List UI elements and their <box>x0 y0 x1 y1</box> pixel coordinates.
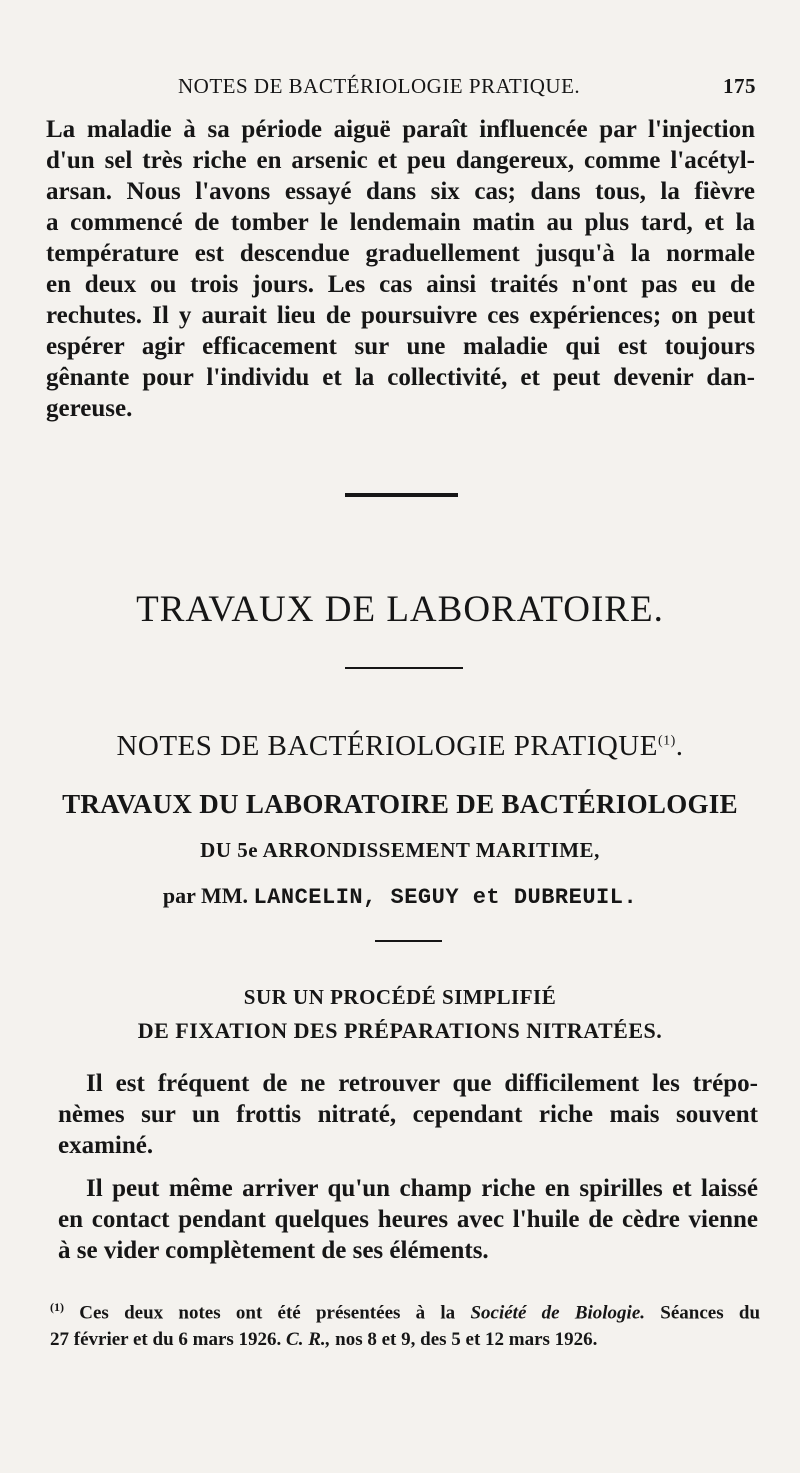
running-head-title: NOTES DE BACTÉRIOLOGIE PRATIQUE. <box>178 74 581 98</box>
text-line: température est descendue graduellement jusqu'à la normale <box>46 240 755 267</box>
page-number: 175 <box>723 74 756 98</box>
article-title-end: . <box>675 730 684 762</box>
text-line: en contact pendant quelques heures avec l'huile de cèdre vienne <box>58 1206 758 1233</box>
footnote-marker: (1) <box>50 1300 64 1314</box>
section-divider <box>375 940 442 942</box>
footnote-line <box>50 1294 760 1326</box>
text-line: La maladie à sa période aiguë paraît influencée par l'injection <box>46 116 755 143</box>
paragraph-1 <box>46 114 755 424</box>
authors-prefix: par MM. <box>162 883 248 908</box>
laboratory-subtitle: DU 5e ARRONDISSEMENT MARITIME, <box>200 838 600 862</box>
footnote-text: 27 février et du 6 mars 1926. <box>50 1329 287 1351</box>
authors-line <box>0 883 800 910</box>
laboratory-title: TRAVAUX DU LABORATOIRE DE BACTÉRIOLOGIE <box>62 789 738 819</box>
text-line: Il peut même arriver qu'un champ riche en spirilles et laissé <box>86 1175 758 1202</box>
section-divider <box>345 667 463 669</box>
footnote-ref: (1) <box>657 733 676 749</box>
article-title-text: NOTES DE BACTÉRIOLOGIE PRATIQUE <box>116 730 658 762</box>
section-title: TRAVAUX DE LABORATOIRE. <box>136 589 664 630</box>
running-head <box>178 74 756 104</box>
section-divider <box>345 493 458 497</box>
text-line: gênante pour l'individu et la collectivité, et peut devenir dan- <box>46 364 755 391</box>
procedure-title-line-1: SUR UN PROCÉDÉ SIMPLIFIÉ <box>243 985 557 1009</box>
paragraph-2 <box>58 1068 758 1161</box>
paragraph-3 <box>58 1173 758 1266</box>
procedure-title-line-2: DE FIXATION DES PRÉPARATIONS NITRATÉES. <box>137 1018 663 1043</box>
footnote-italic: Société de Biologie. <box>470 1302 646 1324</box>
text-line: gereuse. <box>46 395 133 422</box>
footnote-italic: C. R., <box>286 1329 331 1351</box>
authors-names: LANCELIN, SEGUY et DUBREUIL. <box>253 885 638 910</box>
text-line: en deux ou trois jours. Les cas ainsi traités n'ont pas eu de <box>46 271 755 298</box>
text-line: à se vider complètement de ses éléments. <box>58 1237 489 1264</box>
text-line: examiné. <box>58 1132 154 1159</box>
footnote-text: nos 8 et 9, des 5 et 12 mars 1926. <box>330 1329 598 1351</box>
footnote-text: Ces deux notes ont été présentées à la <box>79 1302 471 1324</box>
text-line: Il est fréquent de ne retrouver que difficilement les trépo- <box>86 1070 758 1097</box>
text-line: nèmes sur un frottis nitraté, cependant riche mais souvent <box>58 1101 758 1128</box>
footnote <box>50 1294 760 1353</box>
text-line: espérer agir efficacement sur une maladie qui est toujours <box>46 333 755 360</box>
text-line: arsan. Nous l'avons essayé dans six cas; dans tous, la fièvre <box>46 178 755 205</box>
text-line: rechutes. Il y aurait lieu de poursuivre ces expériences; on peut <box>46 302 755 329</box>
text-line: a commencé de tomber le lendemain matin au plus tard, et la <box>46 209 755 236</box>
footnote-text: Séances du <box>645 1302 761 1324</box>
article-title <box>0 730 800 763</box>
text-line: d'un sel très riche en arsenic et peu dangereux, comme l'acétyl- <box>46 147 755 174</box>
footnote-line <box>50 1326 760 1353</box>
